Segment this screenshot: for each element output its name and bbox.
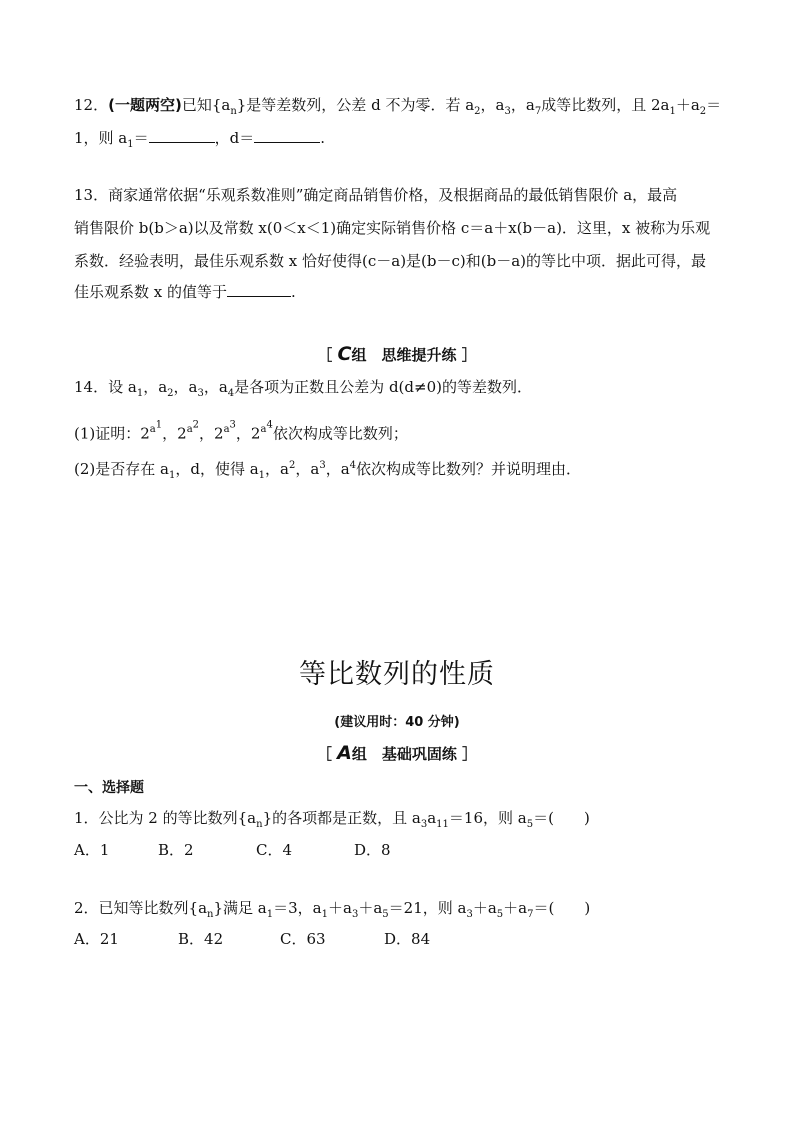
q1-option-d[interactable]: D．8 bbox=[354, 841, 391, 859]
group-a-heading: ［ A组 基础巩固练 ］ bbox=[316, 742, 478, 764]
q14-part-2: (2)是否存在 $a_1$，d，使得 $a_1$，$a^2$，$a^3$，$a^4$依次构成等比数列？并说明理由． bbox=[74, 460, 582, 481]
q12-number: 12． bbox=[74, 96, 109, 114]
section-heading-choice: 一、选择题 bbox=[74, 780, 144, 796]
q2-option-d[interactable]: D．84 bbox=[384, 930, 431, 948]
q2-option-c[interactable]: C．63 bbox=[280, 930, 326, 948]
group-a-letter: A bbox=[337, 742, 352, 764]
q2-stem: 2．已知等比数列$\{a_n\}$满足 $a_1=3$，$a_1+a_3+a_5=21$，则 $a_3+a_5+a_7=$( ) bbox=[74, 899, 591, 920]
q2-option-b[interactable]: B．42 bbox=[178, 930, 224, 948]
q2-option-a[interactable]: A．21 bbox=[74, 930, 119, 948]
answer-blank-d[interactable] bbox=[254, 128, 320, 143]
q2-options bbox=[74, 929, 724, 949]
q13-line-1: 13．商家通常依据“乐观系数准则”确定商品销售价格，及根据商品的最低销售限价 a，最高 bbox=[74, 186, 678, 204]
page-subtitle: (建议用时：40 分钟) bbox=[334, 715, 460, 730]
answer-blank-a1[interactable] bbox=[149, 128, 215, 143]
q12-line-2: 1，则 $a_1=$ ，d＝ . bbox=[74, 129, 326, 150]
q12-tag: (一题两空) bbox=[108, 96, 182, 114]
q14-part-1: (1)证明：$2^{a^1}$，$2^{a^2}$，$2^{a^3}$，$2^{a^4}$依次构成等比数列； bbox=[74, 420, 408, 443]
q12-line-1: 12．(一题两空)已知$\{a_n\}$是等差数列，公差 d 不为零．若 $a_2$，$a_3$，$a_7$成等比数列，且 $2a_1+a_2=$ bbox=[74, 96, 722, 117]
page-title: 等比数列的性质 bbox=[299, 659, 495, 690]
q1-stem: 1．公比为 2 的等比数列$\{a_n\}$的各项都是正数，且 $a_3a_{11}=16$，则 $a_5=$( ) bbox=[74, 809, 590, 830]
q1-options bbox=[74, 840, 724, 860]
q14-stem: 14．设 $a_1$，$a_2$，$a_3$，$a_4$是各项为正数且公差为 d(d≠0)的等差数列． bbox=[74, 378, 532, 399]
q1-option-b[interactable]: B．2 bbox=[158, 841, 194, 859]
q13-line-3: 系数．经验表明，最佳乐观系数 x 恰好使得(c－a)是(b－c)和(b－a)的等比中项．据此可得，最 bbox=[74, 252, 707, 270]
q13-line-2: 销售限价 b(b＞a)以及常数 x(0＜x＜1)确定实际销售价格 c＝a＋x(b－a)．这里，x 被称为乐观 bbox=[74, 219, 711, 237]
group-c-heading: ［ C组 思维提升练 ］ bbox=[317, 343, 477, 365]
q13-line-4: 佳乐观系数 x 的值等于 . bbox=[74, 283, 296, 301]
q1-option-a[interactable]: A．1 bbox=[74, 841, 110, 859]
group-c-letter: C bbox=[337, 343, 352, 365]
answer-blank-x[interactable] bbox=[227, 282, 291, 297]
q1-option-c[interactable]: C．4 bbox=[256, 841, 293, 859]
